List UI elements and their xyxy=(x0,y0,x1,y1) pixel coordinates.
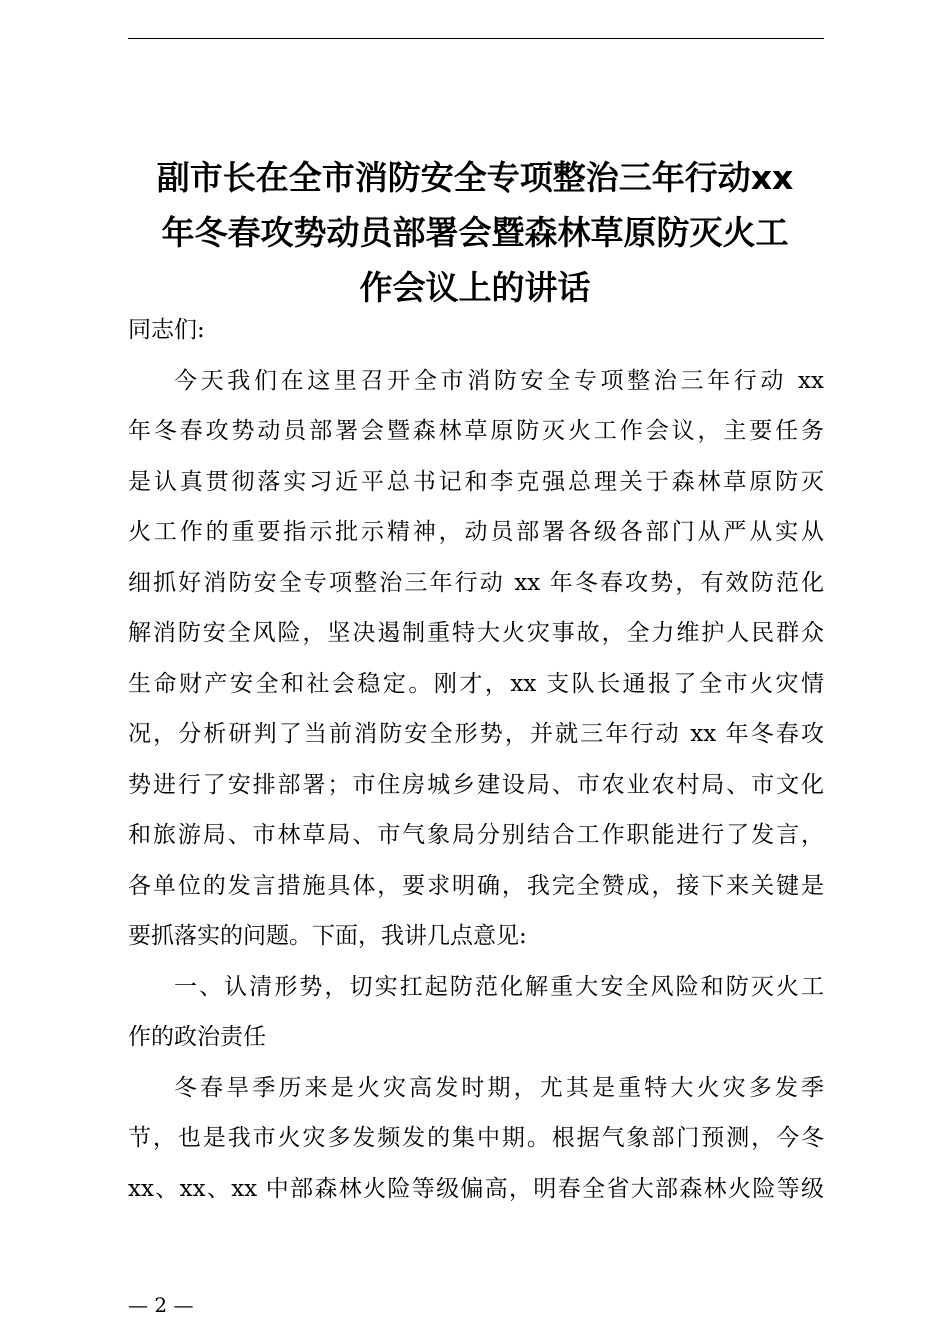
text-line: xx、xx、xx 中部森林火险等级偏高，明春全省大部森林火险等级 xyxy=(128,1175,824,1202)
text-line: 势进行了安排部署；市住房城乡建设局、市农业农村局、市文化 xyxy=(128,771,824,798)
text-line: 况，分析研判了当前消防安全形势，并就三年行动 xx 年冬春攻 xyxy=(128,721,824,747)
text-line: 和旅游局、市林草局、市气象局分别结合工作职能进行了发言， xyxy=(128,822,824,848)
header-rule xyxy=(128,38,824,39)
page-number: — 2 — xyxy=(128,1293,194,1317)
text-line: 节，也是我市火灾多发频发的集中期。根据气象部门预测，今冬 xyxy=(128,1125,824,1151)
text-line: 细抓好消防安全专项整治三年行动 xx 年冬春攻势，有效防范化 xyxy=(128,569,824,596)
salutation: 同志们: xyxy=(128,317,205,343)
text-line: 是认真贯彻落实习近平总书记和李克强总理关于森林草原防灭 xyxy=(128,468,824,495)
text-line: 解消防安全风险，坚决遏制重特大火灾事故，全力维护人民群众 xyxy=(128,620,824,646)
paragraph-situation xyxy=(128,1063,824,1215)
text-line: 作的政治责任 xyxy=(128,1024,266,1050)
document-title xyxy=(110,150,840,315)
section-heading-1 xyxy=(128,962,824,1063)
paragraph-intro xyxy=(128,356,824,962)
title-line: 副市长在全市消防安全专项整治三年行动xx xyxy=(156,158,794,197)
text-line: 各单位的发言措施具体，要求明确，我完全赞成，接下来关键是 xyxy=(128,872,824,899)
text-line: 一、认清形势，切实扛起防范化解重大安全风险和防灭火工 xyxy=(174,973,824,1000)
document-body xyxy=(128,305,824,1214)
text-line: 今天我们在这里召开全市消防安全专项整治三年行动 xx xyxy=(174,367,824,394)
text-line: 火工作的重要指示批示精神，动员部署各级各部门从严从实从 xyxy=(128,519,824,545)
text-line: 生命财产安全和社会稳定。刚才，xx 支队长通报了全市火灾情 xyxy=(128,670,824,697)
title-line: 年冬春攻势动员部署会暨森林草原防灭火工 xyxy=(161,213,789,252)
text-line: 要抓落实的问题。下面，我讲几点意见: xyxy=(128,923,527,949)
text-line: 冬春旱季历来是火灾高发时期，尤其是重特大火灾多发季 xyxy=(174,1074,824,1101)
text-line: 年冬春攻势动员部署会暨森林草原防灭火工作会议，主要任务 xyxy=(128,418,824,444)
title-line: 作会议上的讲话 xyxy=(359,268,591,307)
